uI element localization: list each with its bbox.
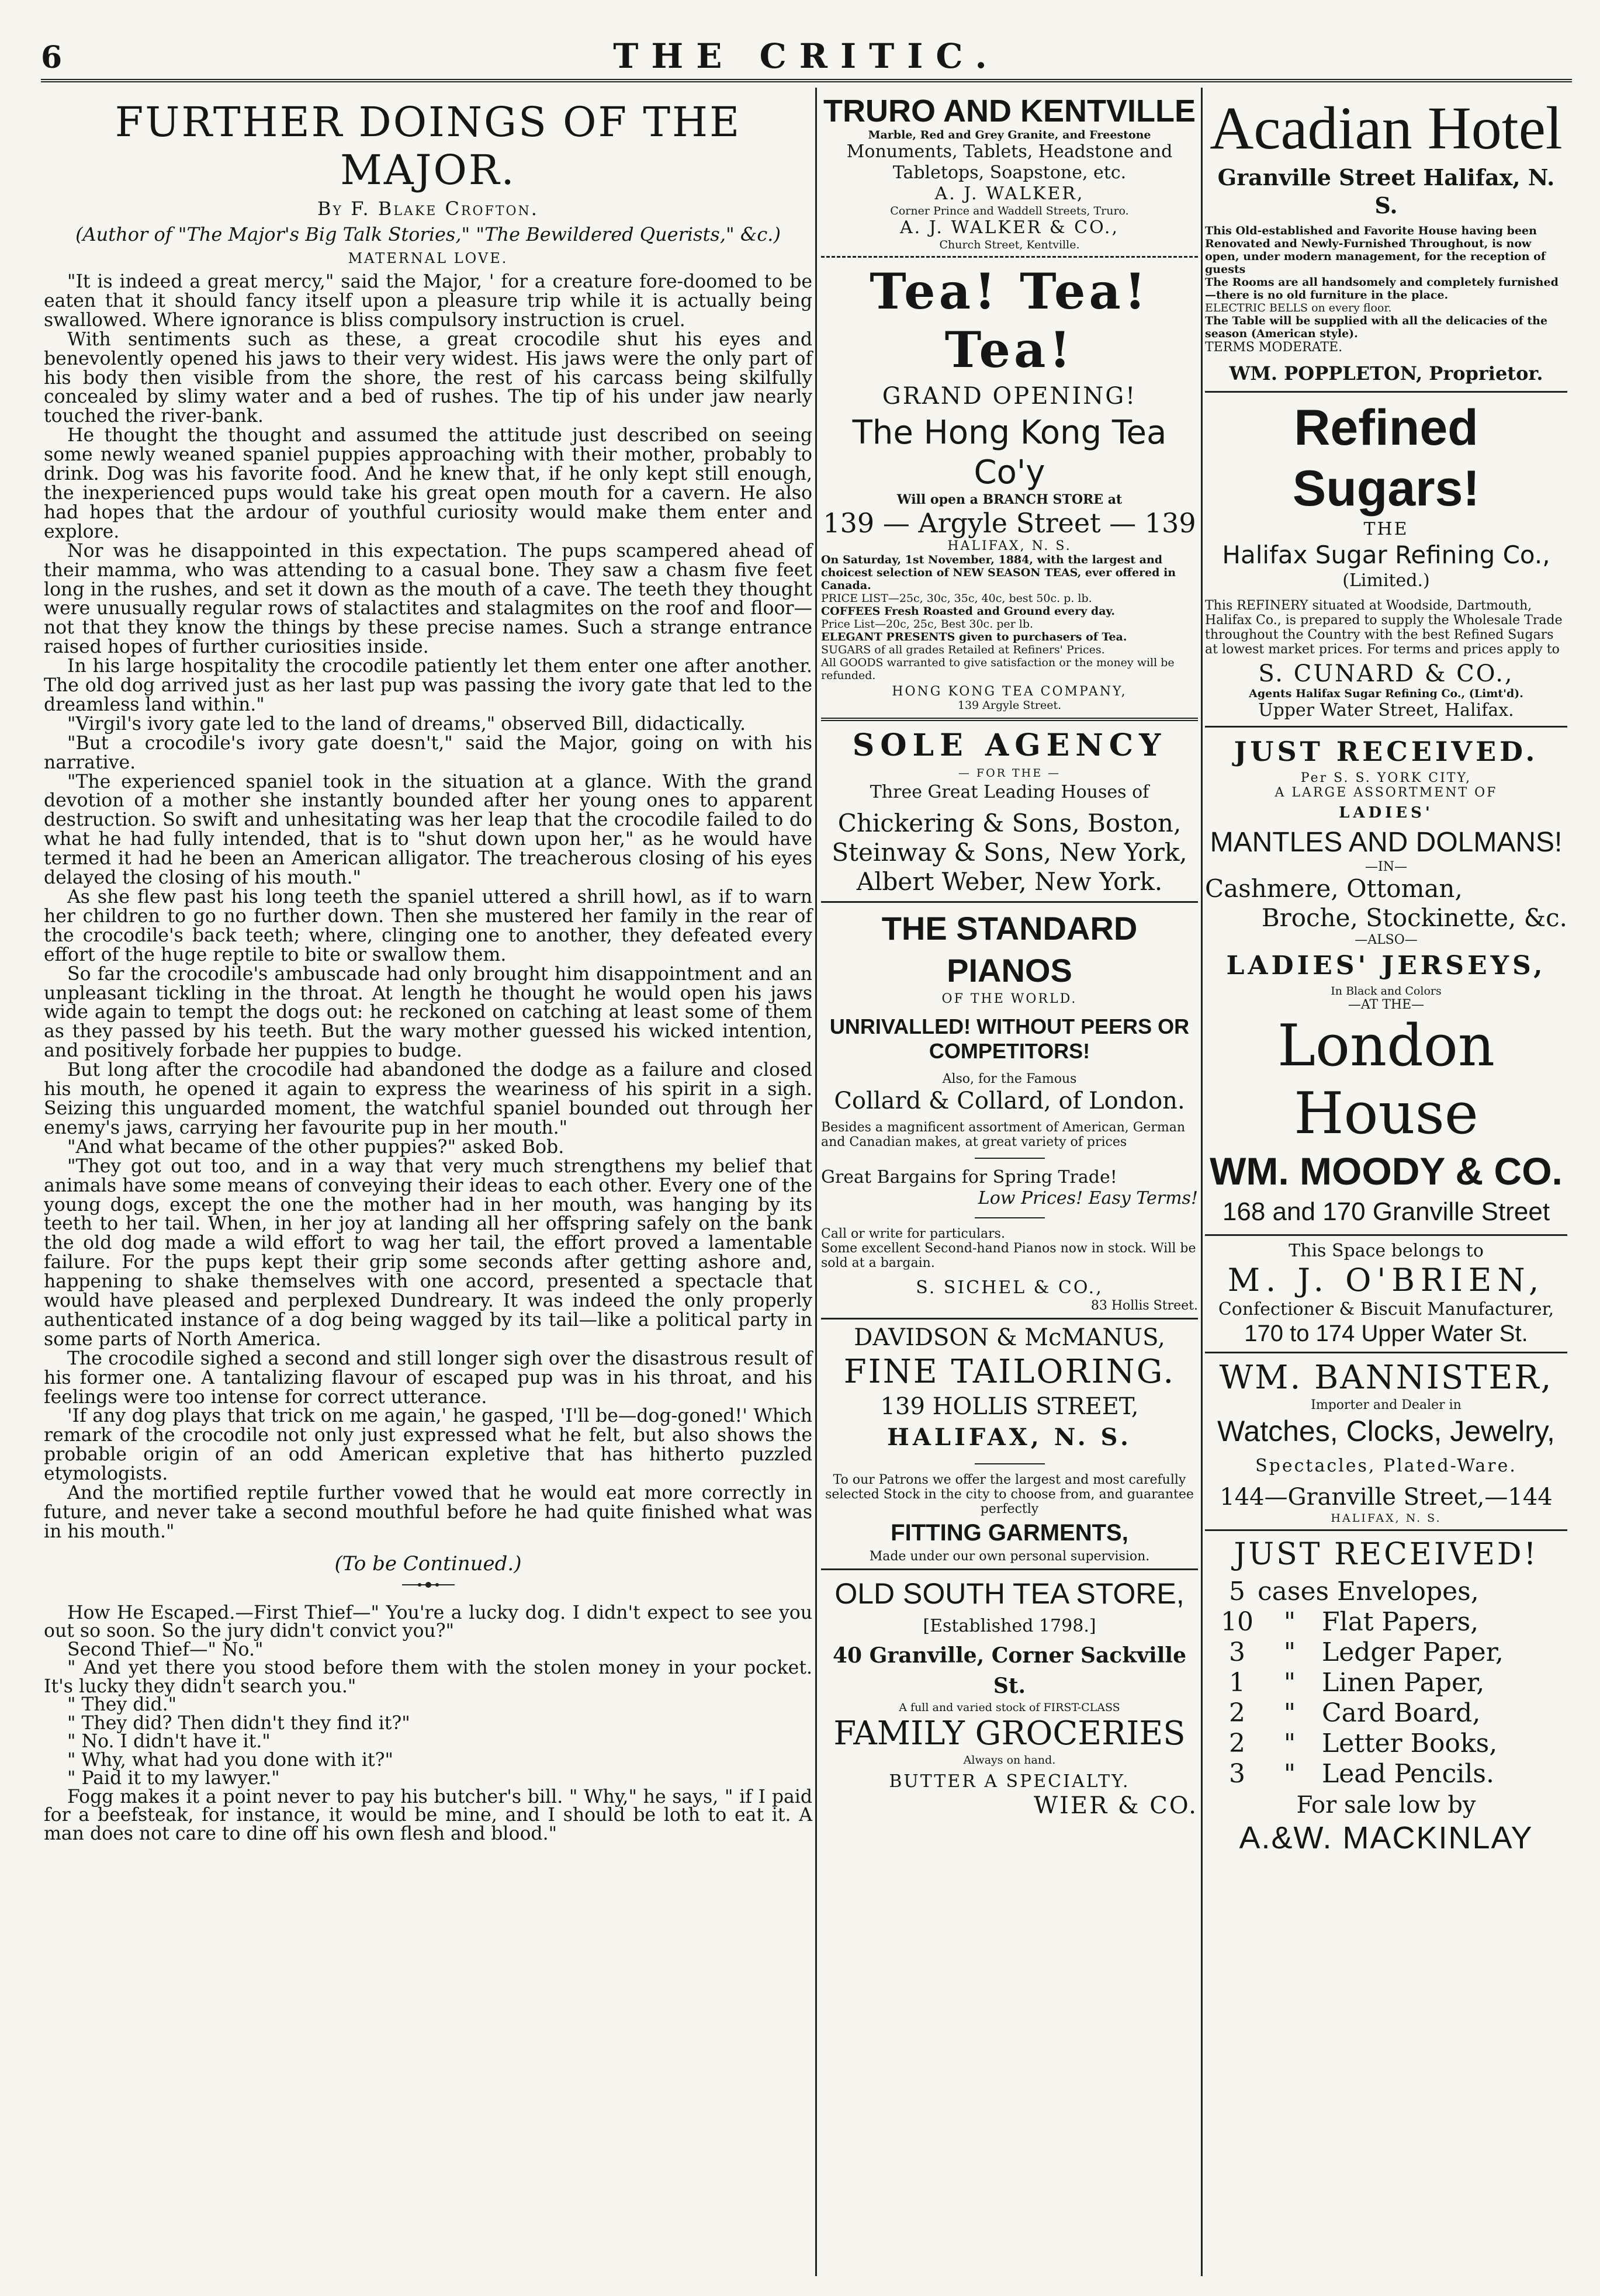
joke-section [44, 1604, 812, 1844]
divider [821, 1318, 1198, 1320]
item-name: Card Board, [1322, 1698, 1481, 1728]
story-paragraph: With sentiments such as these, a great crocodile shut his eyes and benevolently opened his jaws to their very widest. His jaws were the only part of his body then visible from the shore, the rest of his carcass being skilfully concealed by slimy water and a bed of rushes. The tip of his under jaw nearly touched the river-bank. [44, 328, 812, 427]
sugars-agent-address: Upper Water Street, Halifax. [1258, 700, 1514, 721]
joke-paragraph: " They did? Then didn't they find it?" [67, 1712, 410, 1734]
acadian-body: This Old-established and Favorite House having been Renovated and Newly-Furnished Throughout, is now open, under modern management, for the reception of guests [1205, 224, 1546, 276]
pianos-headline: THE STANDARD PIANOS [881, 910, 1138, 989]
tea-footer-address: 139 Argyle Street. [957, 699, 1062, 712]
london-house-title: London House [1277, 1013, 1495, 1147]
joke-paragraph: Second Thief—" No." [67, 1639, 264, 1660]
london-broche: Broche, Stockinette, &c. [1261, 903, 1567, 932]
old-south-always: Always on hand. [963, 1754, 1056, 1767]
tea-body: COFFEES Fresh Roasted and Ground every day. [821, 605, 1115, 618]
tea-body: On Saturday, 1st November, 1884, with the largest and choicest selection of NEW SEASON TEAS, ever offered in Canada. [821, 553, 1176, 592]
column-divider-2 [1201, 88, 1203, 2276]
sugar-refining-ad [1205, 397, 1567, 721]
bannister-importer: Importer and Dealer in [1311, 1398, 1462, 1412]
story-paragraph: As she flew past his long teeth the spaniel uttered a shrill howl, as if to warn her children to go no further down. Then she mustered her family in the rear of the crocodile's back teeth; where, clinging one to another, they defeated every effort of the huge reptile to bite or swallow them. [44, 886, 812, 965]
list-item [1217, 1729, 1567, 1759]
piano-house: Albert Weber, New York. [856, 867, 1163, 896]
tea-city: HALIFAX, N. S. [947, 539, 1072, 553]
davidson-made: Made under our own personal supervision. [869, 1549, 1150, 1564]
short-rule [975, 1463, 1045, 1464]
bannister-spectacles: Spectacles, Plated-Ware. [1255, 1456, 1517, 1476]
bannister-city: HALIFAX, N. S. [1331, 1512, 1442, 1525]
sugars-company: Halifax Sugar Refining Co., [1222, 541, 1550, 569]
tea-grand-opening: GRAND OPENING! [882, 383, 1137, 410]
truro-address: Church Street, Kentville. [939, 238, 1080, 251]
divider [821, 718, 1198, 721]
bannister-goods: Watches, Clocks, Jewelry, [1217, 1415, 1555, 1447]
item-qty: 2 [1229, 1729, 1245, 1758]
ditto-mark: " [1283, 1759, 1296, 1789]
piano-house: Chickering & Sons, Boston, [837, 809, 1182, 837]
davidson-fine-tailoring: FINE TAILORING. [843, 1353, 1176, 1391]
sole-agency-headline: SOLE AGENCY [852, 728, 1167, 763]
sugars-agent: S. CUNARD & CO., [1258, 660, 1514, 687]
tea-body: PRICE LIST—25c, 30c, 35c, 40c, best 50c. p. lb. [821, 592, 1092, 605]
sugars-limited: (Limited.) [1342, 570, 1430, 591]
sole-agency-ad [821, 727, 1198, 896]
column-divider-1 [815, 88, 817, 2276]
masthead [41, 36, 1572, 77]
pianos-low-prices: Low Prices! Easy Terms! [978, 1188, 1198, 1208]
ditto-mark: " [1283, 1668, 1296, 1698]
old-south-wier: WIER & CO. [1033, 1792, 1198, 1819]
davidson-title: DAVIDSON & McMANUS, [854, 1324, 1165, 1351]
ditto-mark: " [1283, 1729, 1296, 1758]
tea-headline: Tea! Tea! Tea! [870, 262, 1149, 379]
joke-paragraph: " No. I didn't have it." [67, 1731, 271, 1753]
mackinlay-seller: A.&W. MACKINLAY [1239, 1820, 1533, 1855]
joke-paragraph: " Why, what had you done with it?" [67, 1749, 393, 1771]
joke-paragraph: " And yet there you stood before them with the stolen money in your pocket. It's lucky they didn't search you." [44, 1657, 812, 1697]
truro-line: Monuments, Tablets, Headstone and [846, 141, 1173, 162]
old-south-butter: BUTTER A SPECIALTY. [889, 1771, 1130, 1792]
story-paragraph: "They got out too, and in a way that very much strengthens my belief that animals have some means of conveying their ideas to each other. Every one of the young dogs, except the one the mother had in her mouth, was hanging by its teeth to her tail. When, in her joy at landing all her offspring safely on the bank the old dog made a wild effort to wag her tail, the effort proved a lamentable failure. For the pups kept their grip some seconds after getting ashore and, happening to shake themselves with one accord, presented a spectacle that would have pleased and perplexed Dundreary. It was indeed the only properly authenticated instance of a dog being wagged by its tail—like a political party in some parts of North America. [44, 1155, 812, 1350]
acadian-body: The Rooms are all handsomely and completely furnished—there is no old furniture in the place. [1205, 276, 1559, 302]
divider [1205, 1352, 1567, 1353]
list-item [1217, 1607, 1567, 1637]
divider [1205, 1234, 1567, 1236]
obrien-name: M. J. O'BRIEN, [1227, 1262, 1545, 1298]
story-paragraph: "But a crocodile's ivory gate doesn't," said the Major, going on with his narrative. [44, 732, 812, 773]
sugars-title: Refined Sugars! [1292, 400, 1480, 517]
tea-body: SUGARS of all grades Retailed at Refiners' Prices. [821, 643, 1105, 656]
piano-house: Steinway & Sons, New York, [832, 838, 1187, 867]
list-item [1217, 1759, 1567, 1789]
truro-name: A. J. WALKER, [934, 183, 1085, 204]
old-south-established: [Established 1798.] [923, 1616, 1096, 1636]
tea-address: 139 — Argyle Street — 139 [823, 507, 1196, 539]
london-mantles: MANTLES AND DOLMANS! [1210, 827, 1563, 858]
tea-footer: HONG KONG TEA COMPANY, [892, 684, 1127, 699]
divider [1205, 391, 1567, 393]
ornament-divider [44, 1578, 812, 1592]
story-paragraph: "And what became of the other puppies?" asked Bob. [67, 1136, 564, 1158]
item-qty: 2 [1229, 1698, 1245, 1728]
pianos-subline: OF THE WORLD. [941, 992, 1078, 1006]
london-jerseys: LADIES' JERSEYS, [1226, 951, 1546, 981]
story-paragraph: In his large hospitality the crocodile patiently let them enter one after another. The old dog arrived just as her last pup was passing the ivory gate that led to the dreamless land within." [44, 656, 812, 715]
acadian-bells: ELECTRIC BELLS on every floor. [1205, 302, 1392, 314]
tea-company: The Hong Kong Tea Co'y [852, 414, 1167, 491]
ditto-mark: " [1283, 1637, 1296, 1667]
london-house-ad [1205, 732, 1567, 1230]
item-name: cases Envelopes, [1258, 1577, 1479, 1606]
story-subhead: MATERNAL LOVE. [348, 250, 508, 266]
ad-column-right [1205, 93, 1567, 1857]
acadian-table: The Table will be supplied with all the delicacies of the season (American style). [1205, 314, 1548, 340]
truro-ad [821, 93, 1198, 251]
london-in: —IN— [1365, 860, 1407, 874]
london-at-the: —AT THE— [1348, 998, 1425, 1012]
acadian-title: Acadian Hotel [1210, 95, 1563, 162]
old-south-stock: A full and varied stock of FIRST-CLASS [899, 1701, 1120, 1714]
london-colors: In Black and Colors [1331, 985, 1442, 998]
item-qty: 3 [1229, 1759, 1245, 1789]
truro-title: TRURO AND KENTVILLE [823, 93, 1196, 129]
truro-line: Tabletops, Soapstone, etc. [892, 162, 1127, 183]
bannister-address: 144—Granville Street,—144 [1220, 1484, 1553, 1511]
item-qty: 5 [1229, 1577, 1245, 1606]
divider [821, 256, 1198, 258]
story-title: FURTHER DOINGS OF THE MAJOR. [115, 98, 742, 194]
mackinlay-ad [1205, 1536, 1567, 1857]
to-be-continued: (To be Continued.) [334, 1552, 522, 1575]
pianos-also: Also, for the Famous [942, 1072, 1077, 1086]
sole-three: Three Great Leading Houses of [870, 782, 1149, 802]
story-paragraph: 'If any dog plays that trick on me again,' he gasped, 'I'll be—dog-goned!' Which remark of the crocodile not only just expressed what he felt, but also shows the probable origin of an odd American expletive that has hitherto puzzled etymologists. [44, 1405, 812, 1485]
old-south-title: OLD SOUTH TEA STORE, [834, 1577, 1185, 1610]
truro-address: Corner Prince and Waddell Streets, Truro. [890, 205, 1129, 217]
sugars-agent-line: Agents Halifax Sugar Refining Co., (Limt'd). [1249, 687, 1523, 700]
divider [1205, 1529, 1567, 1531]
bannister-name: WM. BANNISTER, [1219, 1359, 1553, 1397]
item-name: Letter Books, [1322, 1729, 1498, 1758]
divider [821, 901, 1198, 903]
divider [1205, 726, 1567, 728]
ditto-mark: " [1283, 1698, 1296, 1728]
obrien-space: This Space belongs to [1289, 1241, 1484, 1261]
joke-paragraph: " They did." [67, 1694, 177, 1716]
story-paragraph: And the mortified reptile further vowed that he would eat more correctly in future, and never take a second mouthful before he had quite finished what was in his mouth." [44, 1483, 812, 1542]
pianos-call: Call or write for particulars. [821, 1227, 1005, 1241]
story-paragraph: "It is indeed a great mercy," said the Major, ' for a creature fore-doomed to be eaten that it should fancy itself upon a pleasure trip while it is actually being swallowed. Where ignorance is bliss compulsory instruction is cruel. [44, 271, 812, 331]
ad-column-middle [821, 93, 1198, 1819]
story-paragraph: The crocodile sighed a second and still longer sigh over the disastrous result of his former one. A tantalizing flavour of escaped pup was in his throat, and his feelings were too intense for correct utterance. [44, 1348, 812, 1408]
london-moody: WM. MOODY & CO. [1210, 1149, 1563, 1193]
davidson-fitting: FITTING GARMENTS, [891, 1520, 1128, 1546]
london-assortment: A LARGE ASSORTMENT OF [1275, 785, 1498, 800]
item-name: Lead Pencils. [1322, 1759, 1495, 1789]
page-number: 6 [41, 40, 63, 75]
london-also: —ALSO— [1355, 933, 1418, 947]
pianos-sichel-address: 83 Hollis Street. [1090, 1298, 1198, 1313]
item-qty: 3 [1229, 1637, 1245, 1667]
davidson-address: 139 HOLLIS STREET, [880, 1393, 1139, 1420]
bannister-ad [1205, 1358, 1567, 1525]
joke-paragraph: " Paid it to my lawyer." [67, 1768, 280, 1789]
story-paragraph: "Virgil's ivory gate led to the land of dreams," observed Bill, didactically. [67, 713, 746, 735]
stationery-list [1205, 1577, 1567, 1789]
obrien-ad [1205, 1241, 1567, 1347]
story-paragraph: He thought the thought and assumed the attitude just described on seeing some newly weaned spaniel puppies approaching with their mother, probably to drink. Dog was his favorite food. And he knew that, if he only kept still enough, the inexperienced pups would take his great open mouth for a cavern. He also had hopes that the ardour of youthful curiosity would make them enter and explore. [44, 425, 812, 542]
story-paragraph: "The experienced spaniel took in the situation at a glance. With the grand devotion of a mother she instantly bounded after her young ones to apparent destruction. So swift and unhesitating was her leap that the crocodile failed to do what he had fully intended, that is to "shut down upon her," as he would have termed it had he been an American alligator. The treacherous closing of his eyes delayed the closing of his mouth." [44, 771, 812, 889]
truro-line: Marble, Red and Grey Granite, and Freestone [868, 129, 1151, 141]
story-byline: By F. Blake Crofton. [317, 198, 539, 220]
item-name: Ledger Paper, [1322, 1637, 1504, 1667]
list-item [1217, 1577, 1567, 1607]
london-address: 168 and 170 Granville Street [1222, 1197, 1550, 1226]
sole-for-the: — FOR THE — [958, 767, 1061, 780]
story-column [44, 93, 812, 1843]
for-sale: For sale low by [1296, 1792, 1476, 1819]
pianos-besides: Besides a magnificent assortment of American, German and Canadian makes, at great variety of prices [821, 1120, 1186, 1149]
london-cashmere: Cashmere, Ottoman, [1205, 874, 1463, 903]
just-received-title: JUST RECEIVED. [1234, 736, 1539, 767]
short-rule [975, 1158, 1045, 1159]
item-name: Flat Papers, [1322, 1607, 1479, 1637]
davidson-city: HALIFAX, N. S. [887, 1424, 1132, 1451]
list-item [1217, 1698, 1567, 1729]
acadian-street: Granville Street Halifax, N. S. [1217, 164, 1555, 219]
mackinlay-title: JUST RECEIVED! [1234, 1537, 1539, 1572]
story-paragraph: But long after the crocodile had abandoned the dodge as a failure and closed his mouth, he opened it again to express the weariness of his spirit in a sigh. Seizing this unguarded moment, the watchful spaniel bounded out through her enemy's jaws, carrying her favourite pup in her mouth." [44, 1059, 812, 1138]
item-qty: 1 [1229, 1668, 1245, 1698]
story-paragraph: So far the crocodile's ambuscade had only brought him disappointment and an unpleasant tickling in the throat. At length he thought he would open his jaws wide again to tempt the dogs out: he reckoned on catching at least some of them as they passed by his teeth. But the wary mother guessed his wicked intention, and positively forbade her puppies to budge. [44, 963, 812, 1062]
story-paragraph: Nor was he disappointed in this expectation. The pups scampered ahead of their mamma, who was attending to a casual bone. They saw a chasm five feet long in the rushes, and set it down as the mouth of a cave. The teeth they thought were unusually regular rows of stalactites and stalagmites on the roof and floor—not that they know the things by these precise names. Such a strange entrance raised hopes of further curiosities inside. [44, 540, 812, 658]
old-south-ad [821, 1575, 1198, 1819]
davidson-ad [821, 1324, 1198, 1564]
obrien-trade: Confectioner & Biscuit Manufacturer, [1218, 1299, 1554, 1320]
author-note: (Author of "The Major's Big Talk Stories," "The Bewildered Querists," &c.) [75, 223, 781, 245]
ditto-mark: " [1283, 1607, 1296, 1637]
tea-body: ELEGANT PRESENTS given to purchasers of Tea. [821, 631, 1127, 643]
tea-line: Will open a BRANCH STORE at [896, 492, 1123, 507]
tea-body: Price List—20c, 25c, Best 30c. per lb. [821, 618, 1034, 631]
pianos-unrivalled: UNRIVALLED! WITHOUT PEERS OR COMPETITORS! [829, 1014, 1190, 1063]
tea-body: All GOODS warranted to give satisfaction or the money will be refunded. [821, 656, 1175, 682]
davidson-body: To our Patrons we offer the largest and most carefully selected Stock in the city to choose from, and guarantee perfectly [825, 1473, 1194, 1516]
old-south-address: 40 Granville, Corner Sackville St. [832, 1643, 1186, 1698]
joke-paragraph: Fogg makes it a point never to pay his butcher's bill. " Why," he says, " if I paid for a beefsteak, for instance, it would be mine, and I should be loth to eat it. A man does not care to dine off his own flesh and blood." [44, 1786, 812, 1844]
acadian-terms: TERMS MODERATE. [1205, 340, 1343, 355]
tea-ad [821, 262, 1198, 712]
acadian-proprietor: WM. POPPLETON, Proprietor. [1229, 362, 1543, 385]
header-rule [41, 79, 1572, 86]
sugars-body: This REFINERY situated at Woodside, Dartmouth, Halifax Co., is prepared to supply the Wholesale Trade throughout the Country with the best Refined Sugars at lowest market prices. For terms and prices apply to [1205, 598, 1563, 657]
pianos-collard: Collard & Collard, of London. [834, 1088, 1185, 1114]
item-name: Linen Paper, [1322, 1668, 1485, 1698]
acadian-hotel-ad [1205, 93, 1567, 386]
old-south-groceries: FAMILY GROCERIES [833, 1715, 1186, 1753]
pianos-second-hand: Some excellent Second-hand Pianos now in stock. Will be sold at a bargain. [821, 1241, 1196, 1270]
pianos-sichel: S. SICHEL & CO., [916, 1277, 1103, 1298]
sugars-the: THE [1363, 519, 1409, 539]
london-per: Per S. S. YORK CITY, [1300, 771, 1472, 785]
list-item [1217, 1668, 1567, 1698]
pianos-bargains: Great Bargains for Spring Trade! [821, 1167, 1117, 1187]
divider [821, 1568, 1198, 1570]
joke-paragraph: How He Escaped.—First Thief—" You're a lucky dog. I didn't expect to see you out so soon. So the jury didn't convict you?" [44, 1602, 812, 1642]
short-rule [975, 1217, 1045, 1218]
pianos-ad [821, 908, 1198, 1313]
london-ladies: LADIES' [1339, 804, 1433, 822]
obrien-address: 170 to 174 Upper Water St. [1244, 1321, 1528, 1346]
item-qty: 10 [1221, 1607, 1253, 1637]
truro-name: A. J. WALKER & CO., [900, 217, 1119, 238]
list-item [1217, 1637, 1567, 1668]
newspaper-title: THE CRITIC. [613, 36, 1000, 76]
